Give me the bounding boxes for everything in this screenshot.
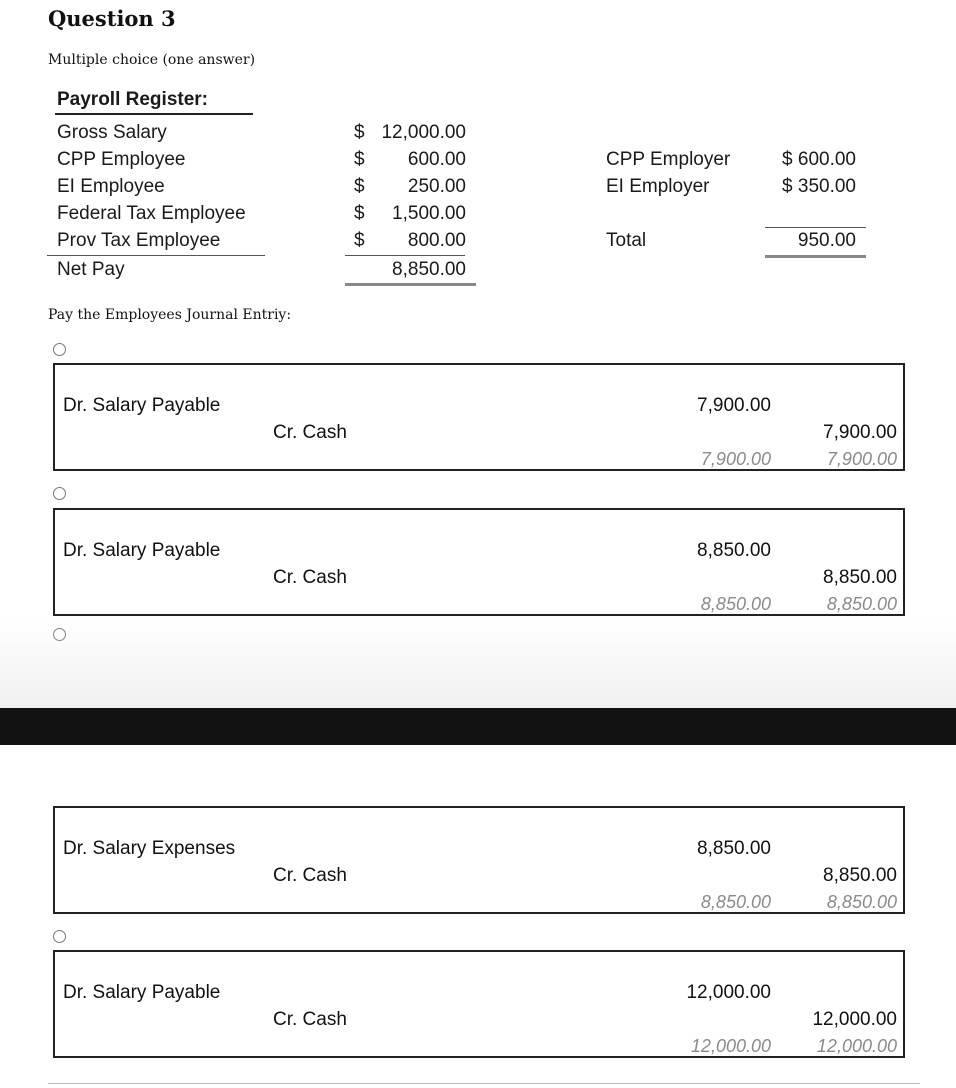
credit-amount: 12,000.00: [812, 1009, 897, 1030]
screen-obstruction: [0, 708, 956, 745]
amount-divider: [345, 255, 465, 256]
credit-amount: 8,850.00: [823, 567, 897, 588]
dollar-sign: $: [354, 122, 365, 143]
employer-amount: $ 600.00: [782, 149, 856, 170]
register-amount: 12,000.00: [381, 122, 466, 143]
credit-total: 8,850.00: [826, 594, 897, 614]
debit-account: Dr. Salary Payable: [63, 982, 221, 1003]
dollar-sign: $: [354, 149, 365, 170]
credit-account: Cr. Cash: [273, 865, 347, 886]
total-amount: 950.00: [797, 230, 856, 251]
option-1-entry[interactable]: [53, 363, 905, 471]
dollar-sign: $: [354, 230, 365, 251]
total-underline: [765, 255, 866, 258]
debit-total: 8,850.00: [700, 594, 771, 614]
debit-account: Dr. Salary Expenses: [63, 838, 236, 859]
photo-shadow: [0, 620, 956, 708]
debit-total: 7,900.00: [700, 449, 771, 469]
employer-amount: $ 350.00: [782, 176, 856, 197]
net-pay-amount: 8,850.00: [392, 259, 466, 280]
question-type: Multiple choice (one answer): [48, 52, 256, 68]
debit-account: Dr. Salary Payable: [63, 540, 221, 561]
option-3-entry[interactable]: [53, 806, 905, 914]
employer-label: CPP Employer: [606, 149, 731, 170]
question-title: Question 3: [48, 6, 176, 31]
debit-account: Dr. Salary Payable: [63, 395, 221, 416]
register-title: Payroll Register:: [57, 89, 208, 110]
debit-amount: 7,900.00: [697, 395, 771, 416]
title-underline: [55, 113, 253, 115]
dollar-sign: $: [354, 176, 365, 197]
option-2-entry[interactable]: [53, 508, 905, 616]
option-2-radio[interactable]: [53, 487, 66, 500]
option-4-radio[interactable]: [53, 930, 66, 943]
option-4-entry[interactable]: [53, 950, 905, 1058]
debit-total: 12,000.00: [690, 1036, 771, 1056]
register-row-label: Prov Tax Employee: [57, 230, 221, 251]
debit-total: 8,850.00: [700, 892, 771, 912]
credit-account: Cr. Cash: [273, 422, 347, 443]
dollar-sign: $: [354, 203, 365, 224]
bottom-divider: [48, 1083, 920, 1084]
credit-account: Cr. Cash: [273, 1009, 347, 1030]
credit-amount: 7,900.00: [823, 422, 897, 443]
credit-total: 8,850.00: [826, 892, 897, 912]
register-row-label: EI Employee: [57, 176, 165, 197]
debit-amount: 8,850.00: [697, 838, 771, 859]
register-amount: 1,500.00: [392, 203, 466, 224]
credit-total: 7,900.00: [826, 449, 897, 469]
total-label: Total: [606, 230, 647, 251]
net-pay-label: Net Pay: [57, 259, 125, 280]
question-prompt: Pay the Employees Journal Entriy:: [48, 307, 292, 323]
register-row-label: CPP Employee: [57, 149, 186, 170]
register-row-label: Federal Tax Employee: [57, 203, 246, 224]
credit-total: 12,000.00: [816, 1036, 897, 1056]
total-divider: [765, 227, 866, 228]
debit-amount: 12,000.00: [686, 982, 771, 1003]
register-amount: 600.00: [407, 149, 466, 170]
register-row-label: Gross Salary: [57, 122, 167, 143]
employer-label: EI Employer: [606, 176, 710, 197]
option-1-radio[interactable]: [53, 343, 66, 356]
label-divider: [47, 255, 265, 256]
credit-amount: 8,850.00: [823, 865, 897, 886]
credit-account: Cr. Cash: [273, 567, 347, 588]
debit-amount: 8,850.00: [697, 540, 771, 561]
register-amount: 250.00: [407, 176, 466, 197]
net-pay-underline: [345, 283, 476, 286]
register-amount: 800.00: [407, 230, 466, 251]
